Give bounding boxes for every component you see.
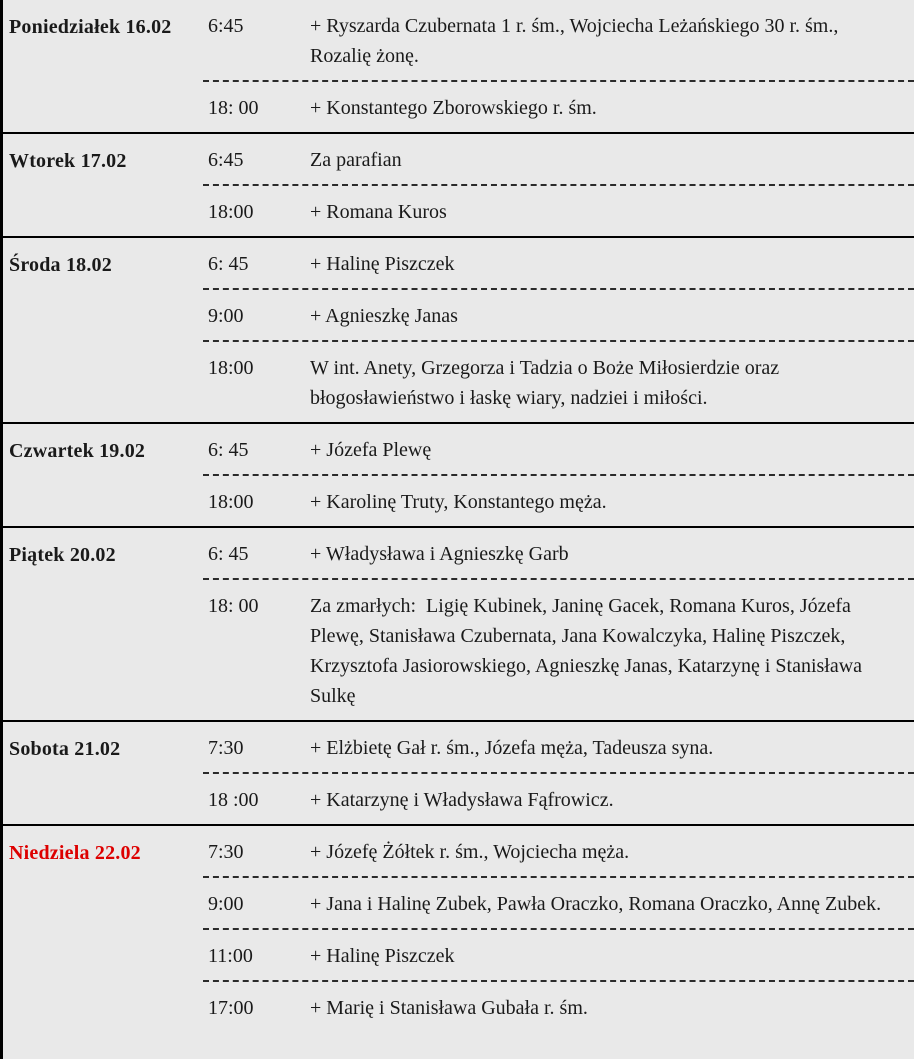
mass-slot <box>203 528 914 578</box>
mass-intention: Za parafian <box>310 149 402 171</box>
mass-time: 9:00 <box>208 893 244 915</box>
day-slots <box>203 528 914 720</box>
day-row-wednesday <box>3 238 914 424</box>
mass-slot <box>203 238 914 288</box>
mass-intention: + Marię i Stanisława Gubała r. śm. <box>310 997 588 1019</box>
day-label: Środa 18.02 <box>9 254 112 276</box>
day-slots <box>203 424 914 526</box>
mass-intention: + Józefę Żółtek r. śm., Wojciecha męża. <box>310 841 630 863</box>
mass-intention: + Józefa Plewę <box>310 439 432 461</box>
mass-time: 6:45 <box>208 149 244 171</box>
mass-time: 9:00 <box>208 305 244 327</box>
day-label-sunday: Niedziela 22.02 <box>9 842 141 864</box>
day-row-monday <box>3 0 914 134</box>
mass-intention: + Władysława i Agnieszkę Garb <box>310 543 569 565</box>
day-slots <box>203 134 914 236</box>
mass-time: 7:30 <box>208 841 244 863</box>
mass-time: 6: 45 <box>208 543 249 565</box>
mass-time: 11:00 <box>208 945 253 967</box>
mass-time: 6: 45 <box>208 253 249 275</box>
mass-intention: Za zmarłych: Ligię Kubinek, Janinę Gacek, Romana Kuros, Józefa Plewę, Stanisława Czubernata, Jana Kowalczyka, Halinę Piszczek, Krzysztofa Jasiorowskiego, Agnieszkę Janas, Katarzynę i Stanisława Sulkę <box>310 595 868 707</box>
day-slots <box>203 0 914 132</box>
day-row-thursday <box>3 424 914 528</box>
mass-time: 7:30 <box>208 737 244 759</box>
day-row-sunday <box>3 826 914 1032</box>
day-row-saturday <box>3 722 914 826</box>
mass-intention: + Halinę Piszczek <box>310 945 455 967</box>
day-slots <box>203 722 914 824</box>
mass-slot <box>203 288 914 340</box>
mass-slot <box>203 980 914 1032</box>
mass-intention: + Agnieszkę Janas <box>310 305 458 327</box>
day-label: Sobota 21.02 <box>9 738 121 760</box>
mass-slot <box>203 578 914 720</box>
mass-intention: + Karolinę Truty, Konstantego męża. <box>310 491 607 513</box>
day-label: Czwartek 19.02 <box>9 440 146 462</box>
mass-intention: + Elżbietę Gał r. śm., Józefa męża, Tadeusza syna. <box>310 737 714 759</box>
mass-slot <box>203 474 914 526</box>
mass-slot <box>203 80 914 132</box>
mass-time: 6: 45 <box>208 439 249 461</box>
mass-time: 18: 00 <box>208 595 259 617</box>
mass-intention: + Katarzynę i Władysława Fąfrowicz. <box>310 789 614 811</box>
day-row-friday <box>3 528 914 722</box>
day-row-tuesday <box>3 134 914 238</box>
mass-slot <box>203 424 914 474</box>
mass-time: 18:00 <box>208 491 254 513</box>
mass-intention: + Jana i Halinę Zubek, Pawła Oraczko, Romana Oraczko, Annę Zubek. <box>310 893 882 915</box>
mass-intention: + Romana Kuros <box>310 201 447 223</box>
mass-time: 17:00 <box>208 997 254 1019</box>
mass-time: 6:45 <box>208 15 244 37</box>
mass-time: 18:00 <box>208 357 254 379</box>
mass-slot <box>203 340 914 422</box>
day-label: Poniedziałek 16.02 <box>9 16 172 38</box>
mass-slot <box>203 184 914 236</box>
mass-slot <box>203 928 914 980</box>
mass-time: 18: 00 <box>208 97 259 119</box>
mass-time: 18:00 <box>208 201 254 223</box>
day-slots <box>203 238 914 422</box>
day-label: Piątek 20.02 <box>9 544 116 566</box>
mass-slot <box>203 722 914 772</box>
mass-slot <box>203 876 914 928</box>
mass-slot <box>203 772 914 824</box>
mass-intention: + Halinę Piszczek <box>310 253 455 275</box>
mass-slot <box>203 826 914 876</box>
day-label: Wtorek 17.02 <box>9 150 127 172</box>
mass-intention: + Konstantego Zborowskiego r. śm. <box>310 97 597 119</box>
mass-time: 18 :00 <box>208 789 259 811</box>
mass-slot <box>203 134 914 184</box>
day-slots <box>203 826 914 1032</box>
mass-intention: + Ryszarda Czubernata 1 r. śm., Wojciecha Leżańskiego 30 r. śm., Rozalię żonę. <box>310 15 844 67</box>
mass-slot <box>203 0 914 80</box>
mass-intention: W int. Anety, Grzegorza i Tadzia o Boże Miłosierdzie oraz błogosławieństwo i łaskę wiary, nadziei i miłości. <box>310 357 785 409</box>
